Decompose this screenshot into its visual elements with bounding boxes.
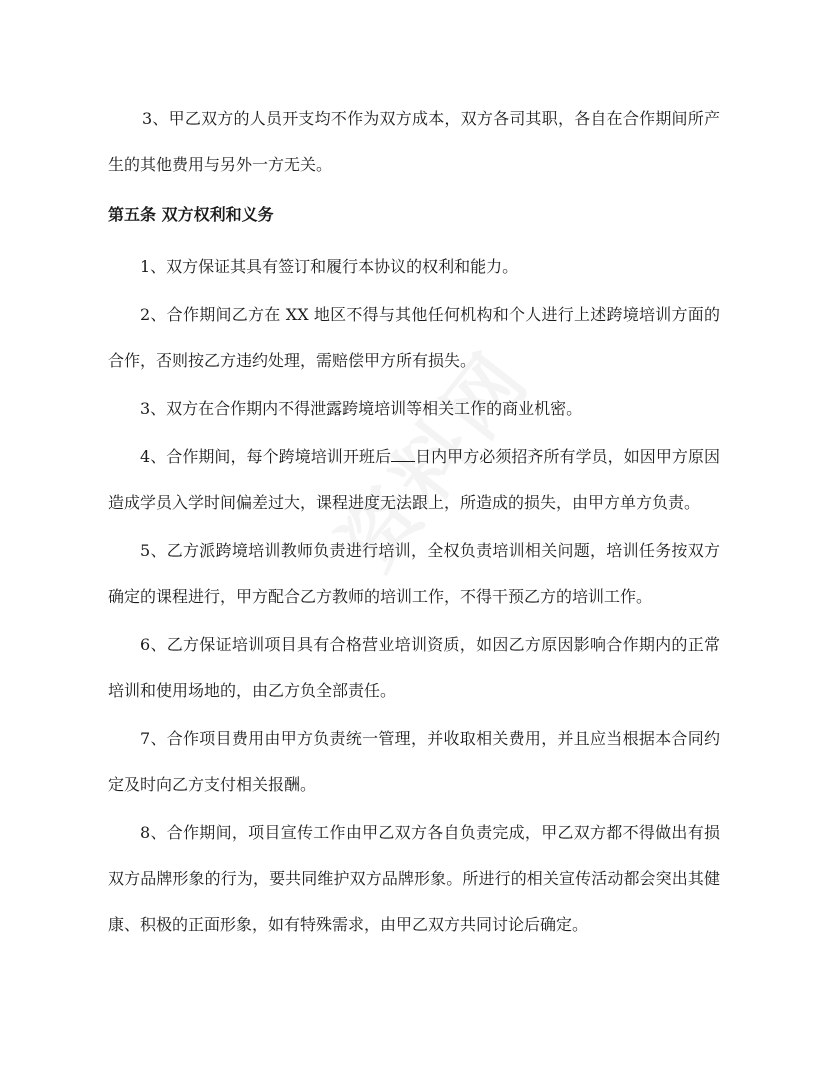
- clause-5-item-7: 7、合作项目费用由甲方负责统一管理，并收取相关费用，并且应当根据本合同约定及时向乙方支付相关报酬。: [108, 729, 720, 794]
- section-title: 第五条 双方权利和义务: [108, 205, 274, 224]
- document-body: [108, 96, 720, 950]
- clause-5-item-4-tail: 日内甲方必须招齐所有学员，如因甲方原因造成学员入学时间偏差过大，课程进度无法跟上，所造成的损失，由甲方单方负责。: [108, 447, 720, 512]
- clause-5-item-3: 3、双方在合作期内不得泄露跨境培训等相关工作的商业机密。: [140, 399, 583, 418]
- blank-days-field: [391, 447, 415, 462]
- clause-5-item-2: 2、合作期间乙方在 XX 地区不得与其他任何机构和个人进行上述跨境培训方面的合作，否则按乙方违约处理，需赔偿甲方所有损失。: [108, 305, 720, 370]
- clause-5-item-1: 1、双方保证其具有签订和履行本协议的权利和能力。: [140, 257, 519, 276]
- clause-4-item-3: 3、甲乙双方的人员开支均不作为双方成本，双方各司其职，各自在合作期间所产生的其他费用与另外一方无关。: [108, 109, 720, 174]
- clause-5-item-6: 6、乙方保证培训项目具有合格营业培训资质，如因乙方原因影响合作期内的正常培训和使用场地的，由乙方负全部责任。: [108, 635, 720, 700]
- clause-5-item-4-head: 4、合作期间，每个跨境培训开班后: [140, 447, 392, 466]
- clause-5-item-4: [108, 434, 720, 526]
- clause-5-item-8: 8、合作期间，项目宣传工作由甲乙双方各自负责完成，甲乙双方都不得做出有损双方品牌形象的行为，要共同维护双方品牌形象。所进行的相关宣传活动都会突出其健康、积极的正面形象，如有特殊需求，由甲乙双方共同讨论后确定。: [108, 823, 720, 934]
- clause-5-item-5: 5、乙方派跨境培训教师负责进行培训，全权负责培训相关问题，培训任务按双方确定的课程进行，甲方配合乙方教师的培训工作，不得干预乙方的培训工作。: [108, 541, 720, 606]
